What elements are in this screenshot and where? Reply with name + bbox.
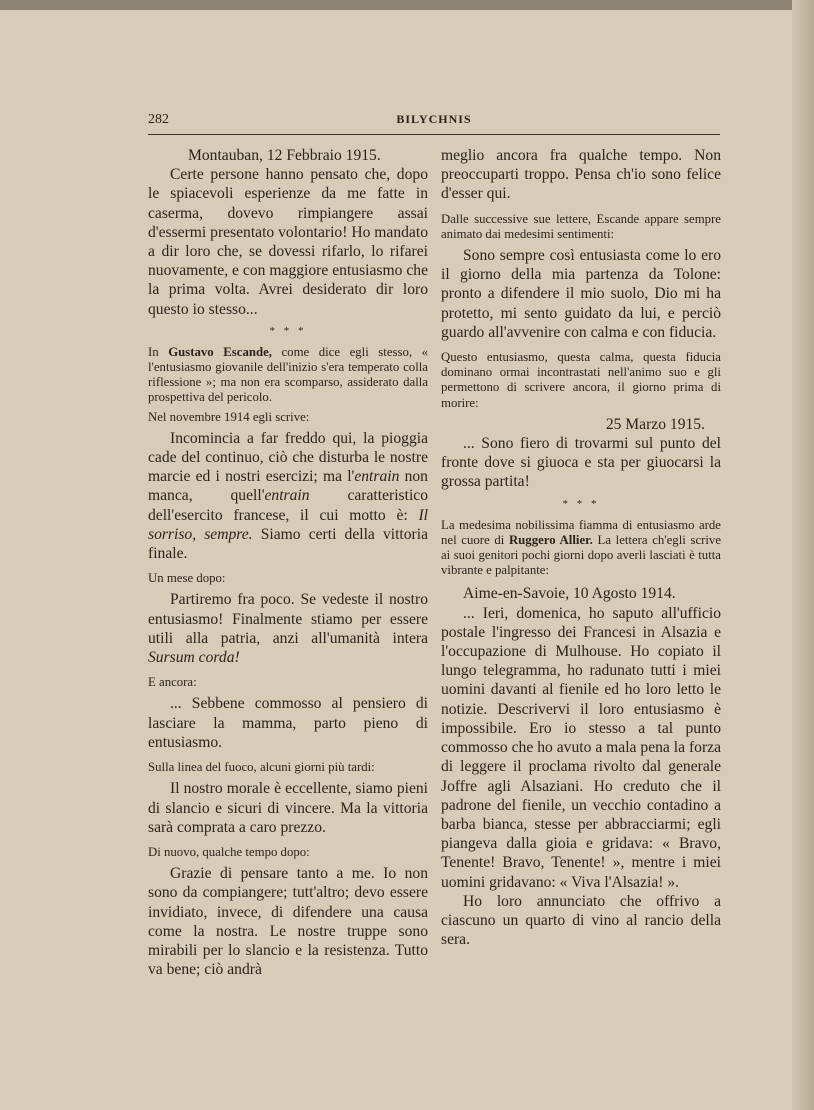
editorial-intro: Questo entusiasmo, questa calma, questa fiducia dominano ormai incontrastati nell'animo suo e gli permettono di scrivere ancora, il giorno prima di morire:	[441, 350, 721, 410]
letter-paragraph: Ho loro annunciato che offrivo a ciascuno un quarto di vino al rancio della sera.	[441, 892, 721, 949]
letter-dateline: Aime-en-Savoie, 10 Agosto 1914.	[463, 585, 676, 603]
page-number: 282	[148, 112, 169, 127]
page-top-edge	[0, 0, 814, 10]
editorial-intro: La medesima nobilissima fiamma di entusiasmo arde nel cuore di Ruggero Allier. La lettera ch'egli scrive ai suoi genitori pochi giorni dopo averli lasciati è tutta vibrante e palpitante:	[441, 517, 722, 578]
editorial-intro: Sulla linea del fuoco, alcuni giorni più tardi:	[148, 760, 375, 775]
section-separator: * * *	[269, 324, 307, 337]
letter-paragraph: Incomincia a far freddo qui, la pioggia cade del continuo, ciò che disturba le nostre marcie ed i nostri esercizi; ma l'entrain non manca, quell'entrain caratteristico dell'esercito francese, il cui motto è: Il sorriso, sempre. Siamo certi della vittoria finale.	[148, 429, 428, 563]
letter-paragraph: Grazie di pensare tanto a me. Io non sono da compiangere; tutt'altro; devo essere invidiato, invece, di difendere una causa come la nostra. Le nostre truppe sono mirabili per lo slancio e la resistenza. Tutto va bene; ciò andrà	[148, 865, 428, 979]
editorial-intro: Nel novembre 1914 egli scrive:	[148, 409, 310, 424]
section-separator: * * *	[562, 497, 600, 510]
editorial-intro: E ancora:	[148, 675, 197, 690]
letter-paragraph: ... Sebbene commosso al pensiero di lasciare la mamma, parto pieno di entusiasmo.	[148, 695, 428, 751]
editorial-intro: Di nuovo, qualche tempo dopo:	[148, 844, 310, 859]
running-head	[148, 112, 720, 132]
letter-paragraph: Partiremo fra poco. Se vedeste il nostro entusiasmo! Finalmente stiamo per essere utili alla patria, anzi all'umanità intera Sursum corda!	[148, 591, 428, 667]
left-column	[148, 146, 428, 979]
right-column	[441, 146, 721, 949]
letter-paragraph: ... Sono fiero di trovarmi sul punto del fronte dove si giuoca e sta per giuocarsi la grossa partita!	[441, 435, 721, 491]
letter-paragraph: Il nostro morale è eccellente, siamo pieni di slancio e sicuri di vincere. Ma la vittoria sarà comprata a caro prezzo.	[148, 780, 428, 836]
editorial-intro: Dalle successive sue lettere, Escande appare sempre animato dai medesimi sentimenti:	[441, 211, 721, 241]
letter-dateline: Montauban, 12 Febbraio 1915.	[188, 147, 381, 164]
letter-paragraph: meglio ancora fra qualche tempo. Non preoccuparti troppo. Pensa ch'io sono felice d'esser qui.	[441, 147, 721, 203]
journal-title: BILYCHNIS	[396, 112, 472, 126]
letter-paragraph: ... Ieri, domenica, ho saputo all'ufficio postale l'ingresso dei Francesi in Alsazia e l'occupazione di Mulhouse. Ho copiato il lungo telegramma, ho radunato tutti i miei uomini davanti al fienile ed ho loro letto le notizie. Descrivervi il loro entusiasmo è impossibile. Ero io stesso a tal punto commosso che ho avuto a mala pena la forza di leggere il proclama rivolto dal generale Joffre agli Alsaziani. Ho creduto che il padrone del fienile, un vecchio contadino a barba bianca, stesse per abbracciarmi; egli piangeva dalla gioia e gridava: « Bravo, Tenente! Bravo, Tenente! », mentre i miei uomini gridavano: « Viva l'Alsazia! ».	[441, 604, 721, 891]
person-name: Ruggero Allier.	[508, 532, 593, 547]
person-name: Gustavo Escande,	[168, 344, 272, 359]
page-right-edge	[792, 0, 814, 1110]
letter-paragraph: Certe persone hanno pensato che, dopo le spiacevoli esperienze da me fatte in caserma, dovevo rimpiangere assai d'essermi presentato volontario! Ho mandato a dir loro che, se dovessi rifarlo, lo rifarei nuovamente, e con maggiore entusiasmo che la prima volta. Avrei desiderato dir loro questo io stesso...	[148, 166, 428, 318]
header-rule	[148, 134, 720, 135]
editorial-intro: Un mese dopo:	[148, 571, 226, 586]
editorial-intro: In Gustavo Escande, come dice egli stesso, « l'entusiasmo giovanile dell'inizio s'era temperato colla riflessione »; ma non era scomparso, assiderato dalla prospettiva del pericolo.	[148, 344, 428, 405]
letter-paragraph: Sono sempre così entusiasta come lo ero il giorno della mia partenza da Tolone: pronto a difendere il mio suolo, Dio mi ha protetto, mi sento guidato da lui, e perciò guardo all'avvenire con calma e con fiducia.	[441, 247, 721, 341]
letter-dateline: 25 Marzo 1915.	[605, 415, 705, 433]
